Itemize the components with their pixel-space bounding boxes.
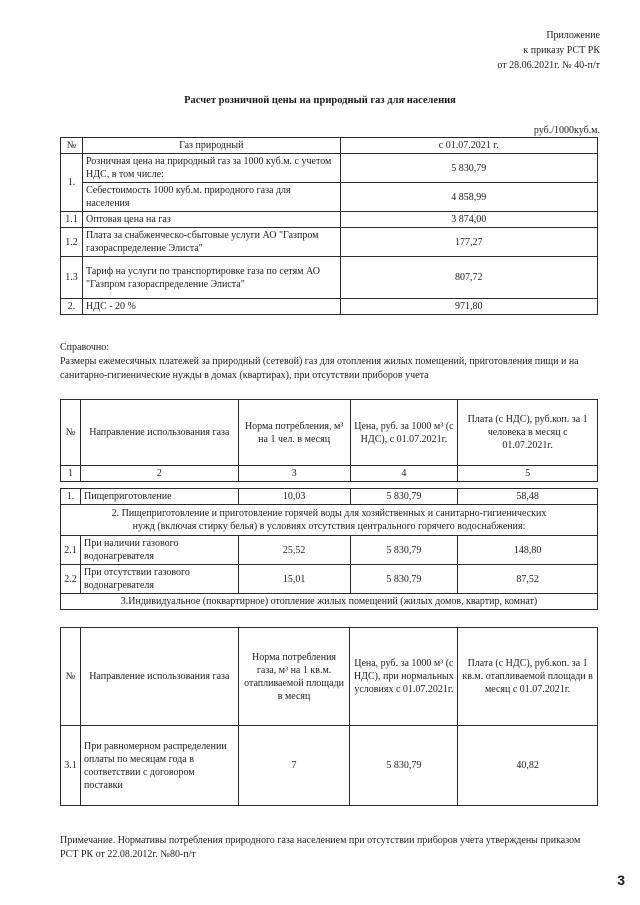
row-value: 807,72 xyxy=(340,257,597,299)
colnum-3: 3 xyxy=(238,466,350,482)
header-price: Цена, руб. за 1000 м³ (с НДС), при нормальных условиях с 01.07.2021г. xyxy=(350,628,458,726)
row-name: Розничная цена на природный газ за 1000 куб.м. с учетом НДС, в том числе: xyxy=(82,154,340,183)
table-row xyxy=(61,257,598,299)
row-payment: 40,82 xyxy=(458,726,598,806)
price-calculation-table xyxy=(60,137,598,315)
colnum-2: 2 xyxy=(80,466,238,482)
row-payment: 148,80 xyxy=(458,536,598,565)
reference-title: Справочно: xyxy=(60,342,110,353)
row-norm: 10,03 xyxy=(238,489,350,505)
row-value: 3 874,00 xyxy=(340,212,597,228)
colnum-5: 5 xyxy=(458,466,598,482)
footnote: Примечание. Нормативы потребления природного газа населением при отсутствии приборов учета утверждены приказом РСТ РК от 22.08.2012г. №80-п/т xyxy=(60,835,581,860)
row-name: При наличии газового водонагревателя xyxy=(80,536,238,565)
header-direction: Направление использования газа xyxy=(80,628,238,726)
row-name: При отсутствии газового водонагревателя xyxy=(80,565,238,594)
header-norm: Норма потребления газа, м³ на 1 кв.м. отапливаемой площади в месяц xyxy=(238,628,350,726)
row-num: 2.2 xyxy=(61,565,81,594)
row-price: 5 830,79 xyxy=(350,726,458,806)
header-num: № xyxy=(61,400,81,466)
table-header-row xyxy=(61,628,598,726)
table-row xyxy=(61,489,598,505)
row-num: 1. xyxy=(61,489,81,505)
section-row xyxy=(61,505,598,536)
row-name: Пищеприготовление xyxy=(80,489,238,505)
spacer-cell xyxy=(61,482,598,489)
header-gas: Газ природный xyxy=(82,138,340,154)
appendix-line-3: от 28.06.2021г. № 40-п/т xyxy=(497,60,600,71)
section-2-text: 2. Пищеприготовление и приготовление горячей воды для хозяйственных и санитарно-гигиенических нужд (включая стирку белья) в условиях отсутствия центрального горячего водоснабжения: xyxy=(61,505,598,536)
table-row xyxy=(61,565,598,594)
unit-label: руб./1000куб.м. xyxy=(533,125,600,136)
row-name: Тариф на услуги по транспортировке газа по сетям АО "Газпром газораспределение Элиста" xyxy=(82,257,340,299)
table-header-row xyxy=(61,138,598,154)
header-num: № xyxy=(61,628,81,726)
section-row xyxy=(61,594,598,610)
heating-payments-table xyxy=(60,627,598,806)
header-payment: Плата (с НДС), руб.коп. за 1 человека в месяц с 01.07.2021г. xyxy=(458,400,598,466)
row-norm: 25,52 xyxy=(238,536,350,565)
row-price: 5 830,79 xyxy=(350,489,458,505)
appendix-line-1: Приложение xyxy=(546,30,600,41)
section-3-text: 3.Индивидуальное (поквартирное) отопление жилых помещений (жилых домов, квартир, комнат) xyxy=(61,594,598,610)
reference-text: Размеры ежемесячных платежей за природный (сетевой) газ для отопления жилых помещений, приготовления пищи и на санитарно-гигиенические нужды в домах (квартирах), при отсутствии приборов учета xyxy=(60,356,579,381)
column-numbers-row xyxy=(61,466,598,482)
row-num: 1. xyxy=(61,154,83,212)
colnum-4: 4 xyxy=(350,466,458,482)
row-num: 3.1 xyxy=(61,726,81,806)
row-value: 4 858,99 xyxy=(340,183,597,212)
table-row xyxy=(61,726,598,806)
row-value: 971,80 xyxy=(340,299,597,315)
row-price: 5 830,79 xyxy=(350,565,458,594)
row-name: Плата за снабженческо-сбытовые услуги АО "Газпром газораспределение Элиста" xyxy=(82,228,340,257)
table-row xyxy=(61,212,598,228)
page-number: 3 xyxy=(617,872,625,888)
row-name: НДС - 20 % xyxy=(82,299,340,315)
table-row xyxy=(61,183,598,212)
header-direction: Направление использования газа xyxy=(80,400,238,466)
header-norm: Норма потребления, м³ на 1 чел. в месяц xyxy=(238,400,350,466)
table-row xyxy=(61,536,598,565)
row-value: 5 830,79 xyxy=(340,154,597,183)
row-num: 2. xyxy=(61,299,83,315)
monthly-payments-table xyxy=(60,399,598,610)
header-date: с 01.07.2021 г. xyxy=(340,138,597,154)
appendix-line-2: к приказу РСТ РК xyxy=(523,45,600,56)
header-payment: Плата (с НДС), руб.коп. за 1 кв.м. отапливаемой площади в месяц с 01.07.2021г. xyxy=(458,628,598,726)
row-num: 1.2 xyxy=(61,228,83,257)
row-num: 1.3 xyxy=(61,257,83,299)
table-row xyxy=(61,228,598,257)
row-norm: 7 xyxy=(238,726,350,806)
row-num: 1.1 xyxy=(61,212,83,228)
spacer-row xyxy=(61,482,598,489)
row-value: 177,27 xyxy=(340,228,597,257)
header-price: Цена, руб. за 1000 м³ (с НДС), с 01.07.2021г. xyxy=(350,400,458,466)
table-header-row xyxy=(61,400,598,466)
colnum-1: 1 xyxy=(61,466,81,482)
table-row xyxy=(61,154,598,183)
appendix-header xyxy=(497,28,600,73)
row-name: При равномерном распределении оплаты по месяцам года в соответствии с договором поставки xyxy=(80,726,238,806)
row-price: 5 830,79 xyxy=(350,536,458,565)
row-norm: 15,01 xyxy=(238,565,350,594)
header-num: № xyxy=(61,138,83,154)
table-row xyxy=(61,299,598,315)
document-title: Расчет розничной цены на природный газ для населения xyxy=(184,95,456,106)
row-name: Оптовая цена на газ xyxy=(82,212,340,228)
row-payment: 87,52 xyxy=(458,565,598,594)
row-num: 2.1 xyxy=(61,536,81,565)
row-name: Себестоимость 1000 куб.м. природного газа для населения xyxy=(82,183,340,212)
row-payment: 58,48 xyxy=(458,489,598,505)
